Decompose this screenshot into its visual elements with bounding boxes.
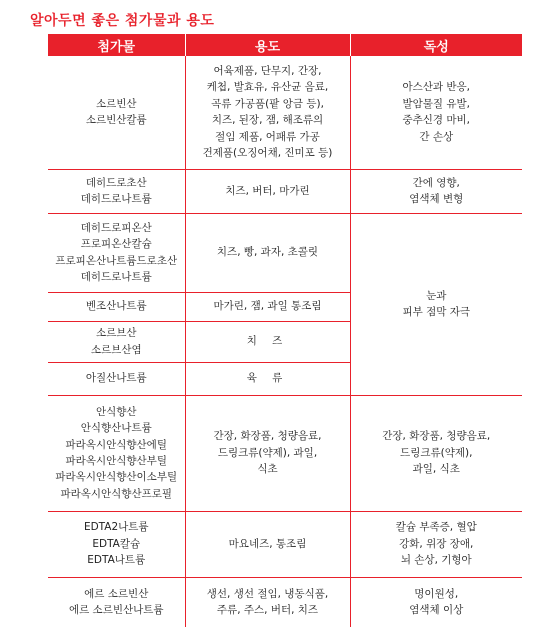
- table-row: [48, 511, 522, 577]
- header-additive: 첨가물: [48, 34, 185, 56]
- use-line: 곡류 가공품(팥 앙금 등),: [211, 97, 324, 110]
- table-row: [48, 213, 522, 292]
- use-line: 치즈, 버터, 마가린: [225, 184, 310, 197]
- additive-line: 에르 소르빈산나트륨: [68, 604, 164, 617]
- additive-line: 파라옥시안식향산에틸: [65, 438, 167, 451]
- use-cell: [185, 292, 350, 321]
- use-cell: [185, 213, 350, 292]
- use-line: 치즈, 된장, 잼, 해조류의: [211, 114, 324, 127]
- additive-line: 벤조산나트륨: [85, 300, 147, 313]
- additive-line: 파라옥시안식향산이소부틸: [55, 471, 178, 484]
- use-cell: [185, 511, 350, 577]
- additives-table: [48, 34, 522, 627]
- additive-line: 프로피온산칼슘: [80, 238, 152, 251]
- use-line: 육 류: [246, 372, 289, 385]
- table-row: [48, 169, 522, 213]
- toxicity-line: 발암물질 유발,: [402, 97, 471, 110]
- additive-cell: [48, 292, 185, 321]
- toxicity-line: 간 손상: [419, 130, 454, 143]
- use-line: 치 즈: [246, 335, 289, 348]
- additive-line: EDTA칼슘: [92, 537, 141, 550]
- toxicity-cell: [350, 577, 522, 627]
- use-line: 간장, 화장품, 청량음료,: [213, 430, 322, 443]
- toxicity-line: 강화, 위장 장애,: [399, 537, 474, 550]
- toxicity-line: 명이원성,: [414, 587, 459, 600]
- additive-line: 소르빈산칼륨: [85, 114, 147, 127]
- toxicity-cell: [350, 169, 522, 213]
- table-header-row: [48, 34, 522, 56]
- toxicity-cell: [350, 213, 522, 395]
- toxicity-line: 염색체 변형: [409, 193, 464, 205]
- additive-cell: [48, 395, 185, 511]
- table-row: [48, 395, 522, 511]
- additive-line: 파라옥시안식향산부틸: [65, 455, 167, 467]
- additive-cell: [48, 321, 185, 362]
- use-line: 드링크류(약제), 과일,: [217, 446, 318, 459]
- additive-line: 소르브산: [95, 327, 137, 340]
- additive-line: 에르 소르빈산: [84, 587, 149, 600]
- additive-line: 파라옥시안식향산프로필: [60, 487, 173, 500]
- toxicity-cell: [350, 395, 522, 511]
- additive-cell: [48, 213, 185, 292]
- additive-cell: [48, 362, 185, 395]
- toxicity-line: 간장, 화장품, 청량음료,: [382, 430, 491, 443]
- additive-cell: [48, 577, 185, 627]
- use-line: 식초: [257, 463, 278, 476]
- header-use: 용도: [185, 34, 350, 56]
- additive-line: 데히드로피온산: [80, 221, 152, 234]
- toxicity-line: 아스산과 반응,: [402, 81, 471, 94]
- use-line: 생선, 생선 절임, 냉동식품,: [206, 587, 329, 600]
- toxicity-line: 뇌 손상, 기형아: [400, 554, 472, 567]
- use-line: 건제품(오징어채, 진미포 등): [202, 147, 333, 160]
- additive-line: EDTA2나트륨: [83, 521, 149, 534]
- use-cell: [185, 577, 350, 627]
- toxicity-line: 드링크류(약제),: [400, 446, 473, 459]
- additive-line: 데히드로나트륨: [80, 270, 152, 283]
- additive-cell: [48, 169, 185, 213]
- toxicity-line: 간에 영향,: [412, 176, 460, 189]
- toxicity-line: 중추신경 마비,: [402, 114, 471, 127]
- table-row: [48, 577, 522, 627]
- additive-line: 데히드로나트륨: [80, 193, 152, 205]
- additive-line: 소르빈산: [95, 97, 137, 110]
- use-line: 케첩, 발효유, 유산균 음료,: [206, 81, 329, 94]
- additive-line: 프로피온산나트륨드로초산: [55, 254, 178, 267]
- additive-line: 안식향산: [95, 405, 137, 418]
- toxicity-cell: [350, 56, 522, 169]
- additive-line: 안식향산나트륨: [80, 422, 152, 435]
- use-cell: [185, 169, 350, 213]
- toxicity-line: 염색체 이상: [409, 604, 464, 617]
- additive-line: 소르브산염: [90, 343, 142, 356]
- toxicity-line: 과일, 식초: [412, 463, 460, 476]
- use-line: 어육제품, 단무지, 간장,: [213, 65, 322, 78]
- additive-cell: [48, 511, 185, 577]
- use-line: 절임 제품, 어패류 가공: [215, 130, 320, 143]
- page-title: 알아두면 좋은 첨가물과 용도: [30, 13, 215, 29]
- use-line: 마요네즈, 통조림: [228, 537, 307, 550]
- toxicity-cell: [350, 511, 522, 577]
- toxicity-line: 눈과: [426, 289, 447, 302]
- use-line: 주류, 주스, 버터, 치즈: [216, 604, 319, 617]
- use-cell: [185, 56, 350, 169]
- use-cell: [185, 362, 350, 395]
- toxicity-line: 피부 점막 자극: [402, 306, 471, 318]
- additive-cell: [48, 56, 185, 169]
- use-line: 치즈, 빵, 과자, 초콜릿: [216, 246, 319, 259]
- additive-line: 아질산나트륨: [85, 372, 147, 385]
- toxicity-line: 칼슘 부족증, 혈압: [395, 521, 477, 534]
- additive-line: 데히드로초산: [85, 176, 147, 189]
- table-row: [48, 56, 522, 169]
- header-toxicity: 독성: [350, 34, 522, 56]
- use-line: 마가린, 잼, 과일 통조림: [213, 300, 322, 313]
- use-cell: [185, 395, 350, 511]
- use-cell: [185, 321, 350, 362]
- additive-line: EDTA나트륨: [87, 554, 146, 567]
